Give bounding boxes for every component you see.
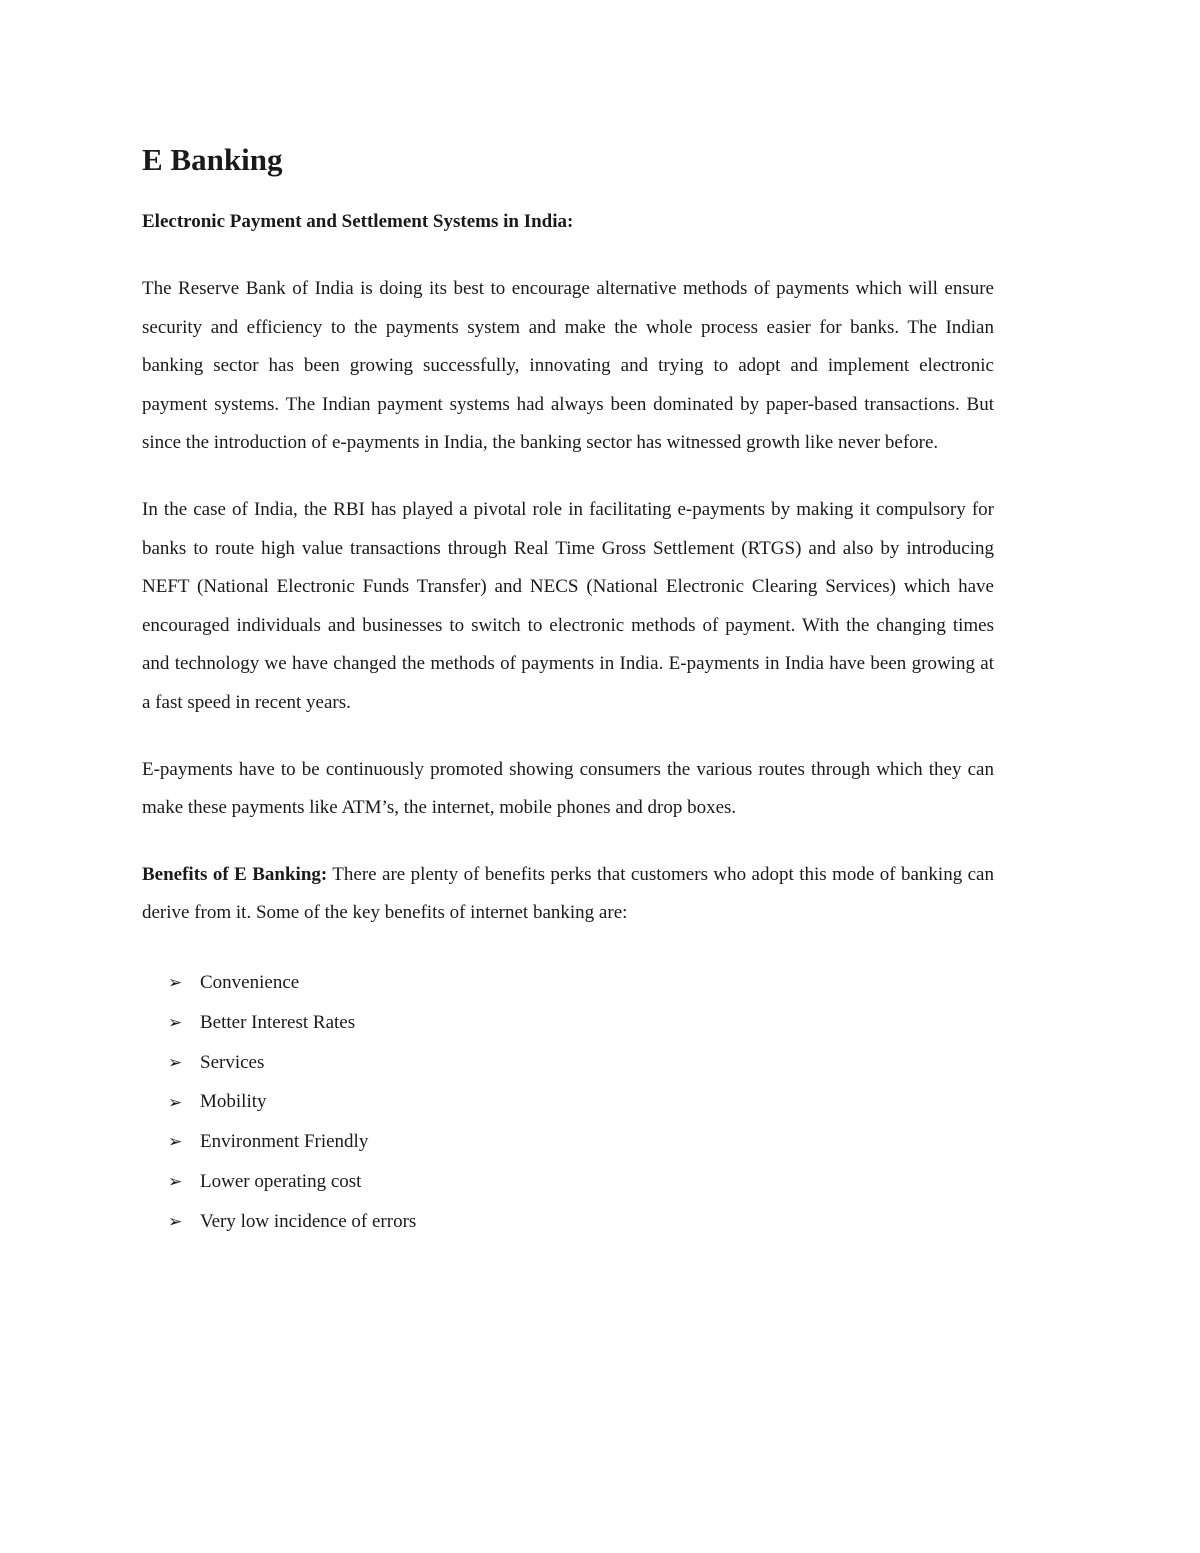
paragraph-rbi-role: In the case of India, the RBI has played a pivotal role in facilitating e-payments by making it compulsory for banks to route high value transactions through Real Time Gross Settlement (RTGS) and also by introducing NEFT (National Electronic Funds Transfer) and NECS (National Electronic Clearing Services) which have encouraged individuals and businesses to switch to electronic methods of payment. With the changing times and technology we have changed the methods of payments in India. E-payments in India have been growing at a fast speed in recent years. bbox=[142, 498, 994, 713]
arrow-bullet-icon: ➢ bbox=[168, 1132, 183, 1152]
list-item-label: Very low incidence of errors bbox=[200, 1210, 417, 1232]
list-item bbox=[168, 963, 994, 1003]
list-item bbox=[168, 1122, 994, 1162]
arrow-bullet-icon: ➢ bbox=[168, 973, 183, 993]
paragraph-epayments-promotion: E-payments have to be continuously promoted showing consumers the various routes through which they can make these payments like ATM’s, the internet, mobile phones and drop boxes. bbox=[142, 758, 994, 819]
section-heading: Electronic Payment and Settlement Systems in India: bbox=[142, 211, 574, 232]
paragraph-benefits bbox=[142, 856, 994, 933]
paragraph-rbi-intro: The Reserve Bank of India is doing its best to encourage alternative methods of payments which will ensure security and efficiency to the payments system and make the whole process easier for banks. The Indian banking sector has been growing successfully, innovating and trying to adopt and implement electronic payment systems. The Indian payment systems had always been dominated by paper-based transactions. But since the introduction of e-payments in India, the banking sector has witnessed growth like never before. bbox=[142, 278, 994, 454]
document-title: E Banking bbox=[142, 142, 283, 177]
list-item-label: Better Interest Rates bbox=[200, 1011, 356, 1033]
arrow-bullet-icon: ➢ bbox=[168, 1092, 183, 1112]
list-item-label: Mobility bbox=[200, 1091, 267, 1113]
benefits-list bbox=[142, 963, 994, 1242]
list-item-label: Lower operating cost bbox=[200, 1170, 362, 1192]
list-item bbox=[168, 1003, 994, 1043]
list-item-label: Convenience bbox=[200, 971, 300, 993]
arrow-bullet-icon: ➢ bbox=[168, 1172, 183, 1192]
list-item-label: Environment Friendly bbox=[200, 1131, 369, 1153]
arrow-bullet-icon: ➢ bbox=[168, 1052, 183, 1072]
arrow-bullet-icon: ➢ bbox=[168, 1013, 183, 1033]
arrow-bullet-icon: ➢ bbox=[168, 1212, 183, 1232]
list-item-label: Services bbox=[200, 1051, 265, 1073]
document-body bbox=[142, 138, 994, 1241]
list-item bbox=[168, 1202, 994, 1242]
benefits-lead: Benefits of E Banking: bbox=[142, 863, 328, 885]
list-item bbox=[168, 1043, 994, 1083]
benefits-text: There are plenty of benefits perks that customers who adopt this mode of banking can derive from it. Some of the key benefits of internet banking are: bbox=[142, 863, 994, 924]
list-item bbox=[168, 1162, 994, 1202]
list-item bbox=[168, 1082, 994, 1122]
